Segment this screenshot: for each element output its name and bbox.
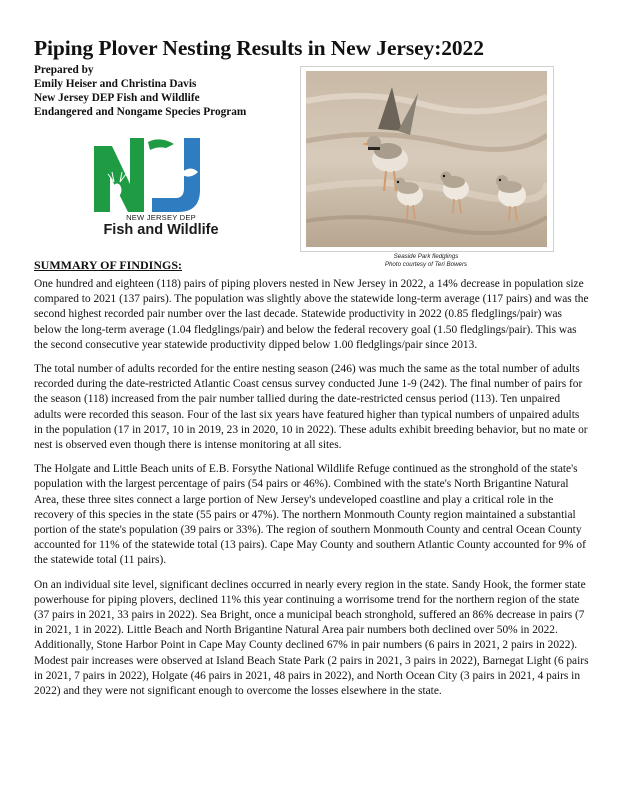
plover-photo-image	[306, 71, 547, 247]
summary-paragraph-2: The total number of adults recorded for the entire nesting season (246) was much the same as the total number of adults recorded during the date-restricted Atlantic Coast census survey conducted June 1-9 (242). The final number of pairs for the season (118) increased from the pair number tallied during the date-restricted census period (113). Ten unpaired adults were recorded this season. Four of the last six years have featured higher than typical numbers of unpaired adults in the population (17 in 2017, 10 in 2019, 23 in 2020, 10 in 2022). These adults exhibit breeding behavior, but no mate or nest is observed even though there is intense monitoring at all sites.	[34, 363, 588, 452]
organization: New Jersey DEP Fish and Wildlife	[34, 92, 200, 104]
document-title: Piping Plover Nesting Results in New Jersey:2022	[34, 36, 484, 60]
summary-paragraph-4: On an individual site level, significant declines occurred in nearly every region in the state. Sandy Hook, the former state powerhouse for piping plovers, declined 11% this year continuing a worrisome trend for the northern region of the state (37 pairs in 2021, 33 pairs in 2022). Sea Bright, once a municipal beach stronghold, suffered an 86% decrease in pairs (7 in 2021, 1 in 2022). Little Beach and North Brigantine Natural Area pair numbers both declined over 50% in 2022. Additionally, Stone Harbor Point in Cape May County declined 67% in pair numbers (6 pairs in 2021, 2 pairs in 2022). Modest pair increases were observed at Island Beach State Park (2 pairs in 2021, 3 pairs in 2022), Barnegat Light (6 pairs in 2021, 7 pairs in 2022), Holgate (46 pairs in 2021, 48 pairs in 2022), and North Ocean City (3 pairs in 2021, 4 pairs in 2022) and they were not significant enough to overcome the losses elsewhere in the state.	[34, 578, 589, 698]
summary-paragraph-3: The Holgate and Little Beach units of E.B. Forsythe National Wildlife Refuge continued as the stronghold of the state's population with the largest percentage of pairs (54 pairs or 46%). Combined with the state's North Brigantine Natural Area, these three sites connect a large portion of New Jersey's undeveloped coastline and play a critical role in the recovery of this species in the state (55 pairs or 47%). The northern Monmouth County region maintained a substantial portion of the state's population (39 pairs or 33%). The region of southern Monmouth County and central Ocean County accounted for 11% of the statewide total (13 pairs). Cape May County and southern Atlantic County accounted for 9% of the statewide total (11 pairs).	[34, 463, 586, 567]
caption-credit: Photo courtesy of Teri Bowers	[384, 261, 468, 268]
program: Endangered and Nongame Species Program	[34, 106, 247, 118]
summary-heading: SUMMARY OF FINDINGS:	[34, 258, 183, 272]
summary-paragraph-1: One hundred and eighteen (118) pairs of piping plovers nested in New Jersey in 2022, a 14% decrease in population size compared to 2021 (137 pairs). The population was slightly above the statewide long-term average (117 pairs) and was the second highest recorded pair number over the last decade. Statewide productivity in 2022 (0.85 fledglings/pair) was below the long-term average (1.04 fledglings/pair) and below the federal recovery goal (1.50 fledglings/pair). This was the second consecutive year statewide productivity dipped below 1.00 fledglings/pair since 2013.	[34, 278, 589, 351]
plover-fledglings-photo	[306, 71, 547, 247]
summary-body	[34, 277, 590, 708]
prepared-by-label: Prepared by	[34, 64, 94, 76]
photo-caption	[300, 253, 552, 269]
nj-logo-icon	[86, 134, 236, 214]
authors: Emily Heiser and Christina Davis	[34, 78, 197, 90]
njdep-fish-and-wildlife-logo	[86, 134, 236, 246]
caption-title: Seaside Park fledglings	[393, 253, 459, 260]
logo-name: Fish and Wildlife	[103, 222, 219, 238]
prepared-by-block	[34, 63, 294, 119]
logo-subtitle: NEW JERSEY DEP	[126, 213, 196, 222]
